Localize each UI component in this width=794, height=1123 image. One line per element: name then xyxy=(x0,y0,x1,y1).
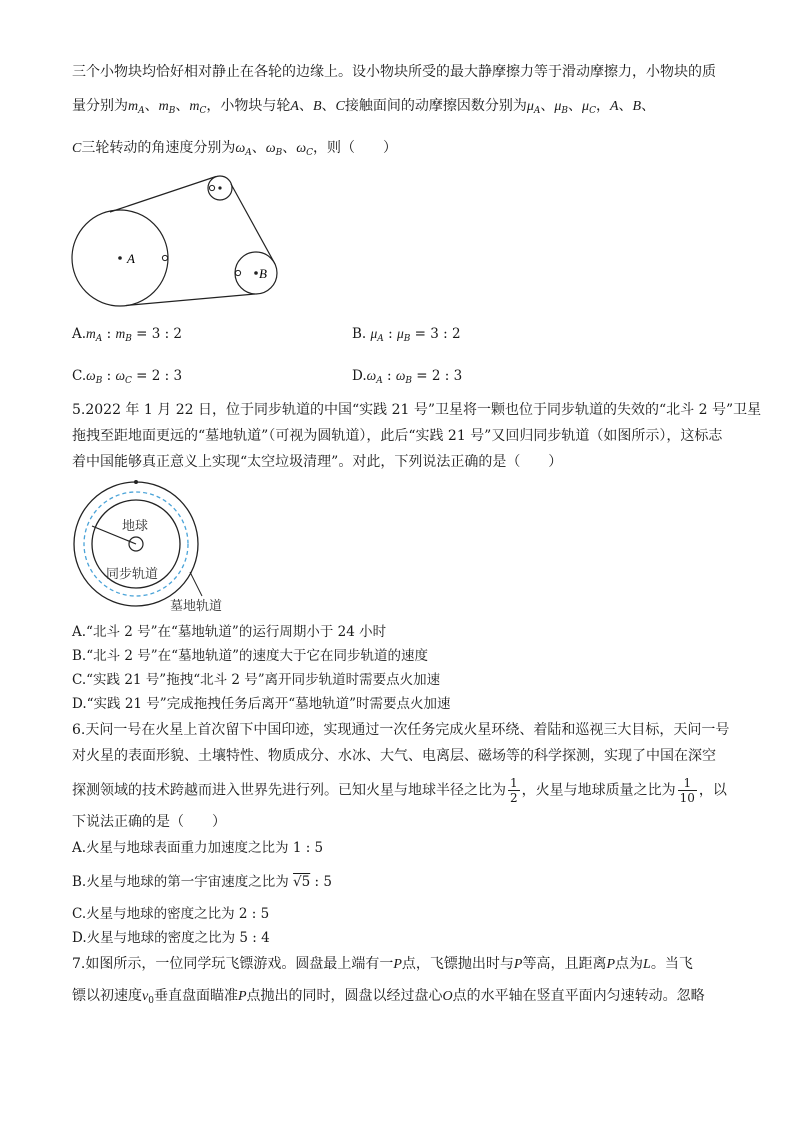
center-dot-c xyxy=(218,186,221,189)
q6-line-2: 对火星的表面形貌、土壤特性、物质成分、水冰、大气、电离层、磁场等的科学探测，实现了中国在深空 xyxy=(72,748,716,764)
belt-top-a-c xyxy=(110,177,216,213)
center-dot-a xyxy=(118,256,122,260)
q5-option-b[interactable]: B.“北斗 2 号”在“墓地轨道”的速度大于它在同步轨道的速度 xyxy=(72,648,428,664)
q6-line-4: 下说法正确的是（ ） xyxy=(72,814,226,830)
q6-line-1: 6.天问一号在火星上首次留下中国印迹，实现通过一次任务完成火星环绕、着陆和巡视三大目标，天问一号 xyxy=(72,722,730,738)
q5-orbit-figure xyxy=(70,478,240,618)
block-c xyxy=(209,185,214,190)
q6-option-a[interactable]: A.火星与地球表面重力加速度之比为 1 : 5 xyxy=(72,840,324,856)
belt-bottom-b-a xyxy=(126,294,255,306)
q5-line-1: 5.2022 年 1 月 22 日，位于同步轨道的中国“实践 21 号”卫星将一颗也位于同步轨道的失效的“北斗 2 号”卫星 xyxy=(72,402,762,418)
q4-pulley-figure xyxy=(70,172,280,312)
q5-option-d[interactable]: D.“实践 21 号”完成拖拽任务后离开“墓地轨道”时需要点火加速 xyxy=(72,696,451,712)
q4-option-d[interactable]: $D.\omega_A$ : $\omega_B = 2$ : 3 xyxy=(352,368,463,386)
q4-option-b[interactable]: B. $\mu_A$ : $\mu_B = 3$ : 2 xyxy=(352,326,461,344)
q6-option-b[interactable]: B.火星与地球的第一宇宙速度之比为 √5 : 5 xyxy=(72,874,332,890)
q7-line-2: 镖以初速度$v_0$垂直盘面瞄准P点抛出的同时，圆盘以经过盘心O点的水平轴在竖直平面内匀速转动。忽略 xyxy=(72,988,705,1006)
q6-option-c[interactable]: C.火星与地球的密度之比为 2 : 5 xyxy=(72,906,270,922)
graveyard-pointer xyxy=(190,572,202,596)
earth-label: 地球 xyxy=(122,518,149,533)
graveyard-orbit-label: 墓地轨道 xyxy=(170,598,223,613)
block-b xyxy=(235,270,240,275)
q6-option-d[interactable]: D.火星与地球的密度之比为 5 : 4 xyxy=(72,930,270,946)
q4-option-c[interactable]: $C.\omega_B$ : $\omega_C = 2$ : 3 xyxy=(72,368,183,386)
fraction-radius-ratio: $\frac{1}{2}$ xyxy=(510,776,518,805)
q5-line-3: 着中国能够真正意义上实现“太空垃圾清理”。对此，下列说法正确的是（ ） xyxy=(72,454,563,470)
block-a xyxy=(162,255,167,260)
sqrt-five: √5 xyxy=(293,874,311,890)
q4-line-3: C三轮转动的角速度分别为$\omega_A$、$\omega_B$、$\omega_C$，则（ ） xyxy=(72,140,398,158)
q4-line-2: 量分别为$m_A$、$m_B$、$m_C$，小物块与轮A、B、C接触面间的动摩擦因数分别为$\mu_A$、$\mu_B$、$\mu_C$，A、B、 xyxy=(72,98,656,116)
label-b: B xyxy=(259,266,267,281)
label-a: A xyxy=(127,251,135,266)
sync-orbit-label: 同步轨道 xyxy=(106,566,159,581)
fraction-mass-ratio: $\frac{1}{10}$ xyxy=(679,776,695,805)
q5-option-a[interactable]: A.“北斗 2 号”在“墓地轨道”的运行周期小于 24 小时 xyxy=(72,624,387,640)
q4-line-1: 三个小物块均恰好相对静止在各轮的边缘上。设小物块所受的最大静摩擦力等于滑动摩擦力，小物块的质 xyxy=(72,64,716,80)
center-dot-b xyxy=(254,271,258,275)
q4-option-a[interactable]: $A.m_A$ : $m_B = 3$ : 2 xyxy=(72,326,183,344)
q5-option-c[interactable]: C.“实践 21 号”拖拽“北斗 2 号”离开同步轨道时需要点火加速 xyxy=(72,672,441,688)
q6-line-3: 探测领域的技术跨越而进入世界先进行列。已知火星与地球半径之比为 $\frac{1}{2}$ ，火星与地球质量之比为 $\frac{1}{10}$ ，以 xyxy=(72,776,727,805)
q7-line-1: 7.如图所示，一位同学玩飞镖游戏。圆盘最上端有一P点，飞镖抛出时与P等高，且距离P点为L。当飞 xyxy=(72,956,693,972)
satellite-dot xyxy=(134,480,138,484)
q5-line-2: 拖拽至距地面更远的“墓地轨道”（可视为圆轨道），此后“实践 21 号”又回归同步轨道（如图所示），这标志 xyxy=(72,428,723,444)
